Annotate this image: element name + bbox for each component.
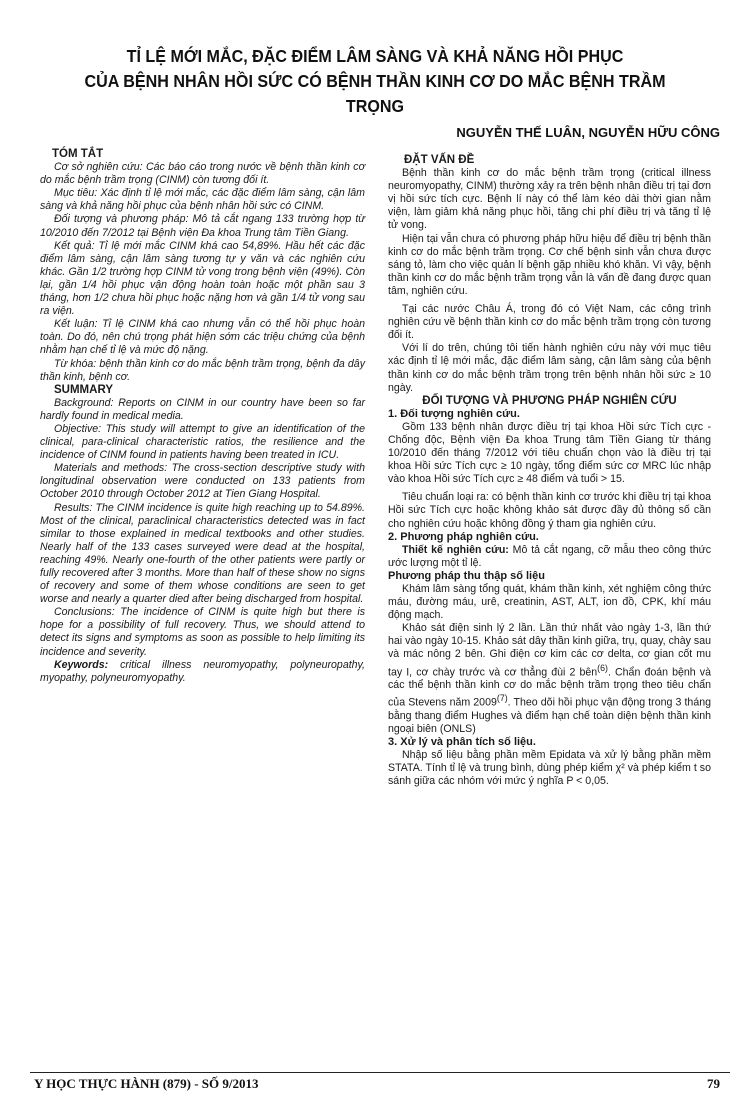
subsection-analysis: 3. Xử lý và phân tích số liệu. (388, 736, 536, 749)
abstract-objective-en: Objective: This study will attempt to give an identification of the clinical, para-clinical characteristic ratios, the resilience and the incidence of CINM found in patients having been treated in ICU. (40, 422, 365, 462)
abstract-background-en: Background: Reports on CINM in our country have been so far hardly found in medical media. (40, 396, 365, 422)
journal-name: Y HỌC THỰC HÀNH (879) - SỐ 9/2013 (34, 1076, 259, 1091)
intro-paragraph-4: Với lí do trên, chúng tôi tiến hành nghiên cứu này với mục tiêu xác định tỉ lệ mới mắc, đặc điểm lâm sàng, cận lâm sàng của bệnh thần kinh cơ do mắc bệnh trầm trọng trên bệnh nhân hồi sức ≥ 10 ngày. (388, 342, 711, 394)
section-introduction-heading: ĐẶT VẤN ĐỀ (404, 154, 475, 166)
abstract-conclusion-vi: Kết luận: Tỉ lệ CINM khá cao nhưng vẫn có thể hồi phục hoàn toàn. Do đó, nên chú trọng phát hiện sớm các triệu chứng của bệnh nhằm hạn chế tỉ lệ và mức độ nặng. (40, 318, 365, 357)
subsection-methods: 2. Phương pháp nghiên cứu. (388, 530, 539, 543)
abstract-methods-en: Materials and methods: The cross-section descriptive study with longitudinal observation were conducted on 133 patients from October 2010 through October 2012 at Tien Giang Hospital. (40, 462, 365, 501)
data-collection-paragraph-1: Khám lâm sàng tổng quát, khám thần kinh, xét nghiệm công thức máu, đường máu, urê, creatinin, AST, ALT, ion đồ, CPK, khí máu động mạch. (388, 583, 711, 622)
abstract-basis: Cơ sở nghiên cứu: Các báo cáo trong nước về bệnh thần kinh cơ do mắc bệnh trầm trọng (CINM) còn tương đối ít. (40, 161, 365, 187)
title-line-2: CỦA BỆNH NHÂN HỒI SỨC CÓ BỆNH THẦN KINH CƠ DO MẮC BỆNH TRẦM TRỌNG (84, 71, 666, 116)
abstract-results-en: Results: The CINM incidence is quite high reaching up to 54.89%. Most of the clinical, paraclinical characteristics detected was in fact similar to those explained in medical textbooks and other studies. Nearly half of the 133 cases surveyed were dead at the hospital, reaching 49%. Nearly one-fourth of the other patients were partly or fully recovered after 3 months. More than half of these show no signs of recovery and some of them whose conditions are seen to get worse and nearly a quarter died after being discharged from hospital. (40, 501, 365, 606)
intro-paragraph-3: Tại các nước Châu Á, trong đó có Việt Nam, các công trình nghiên cứu về bệnh thần kinh cơ do mắc bệnh trầm trọng còn tương đối ít. (388, 303, 711, 342)
abstract-keywords-vi: Từ khóa: bệnh thần kinh cơ do mắc bệnh trầm trọng, bệnh đa dây thần kinh, bệnh cơ. (40, 357, 365, 383)
abstract-conclusions-en: Conclusions: The incidence of CINM is quite high but there is hope for a possibility of full recovery. Thus, we should attend to detect its signs and symptoms as soon as possible to help limiting its incidence and severity. (40, 606, 365, 658)
design-paragraph: Thiết kế nghiên cứu: Mô tả cắt ngang, cỡ mẫu theo công thức ước lượng một tỉ lệ. (388, 543, 711, 569)
intro-paragraph-1: Bệnh thần kinh cơ do mắc bệnh trầm trọng (critical illness neuromyopathy, CINM) thường xảy ra trên bệnh nhân điều trị tại đơn vị hồi sức tích cực. Bệnh lí này có thể làm kéo dài thời gian nằm viện, làm giảm khả năng phục hồi, tăng chi phí điều trị và tăng tỉ lệ tử vong. (388, 167, 711, 232)
subsection-data-collection: Phương pháp thu thập số liệu (388, 569, 545, 582)
intro-paragraph-2: Hiện tại vẫn chưa có phương pháp hữu hiệu để điều trị bệnh thần kinh cơ do mắc bệnh trầm trọng. Cơ chế bệnh sinh vẫn chưa được sáng tỏ, làm cho việc quản lí bệnh gặp nhiều khó khăn. Vì vậy, bệnh thần kinh cơ do mắc bệnh trầm trọng vẫn là vấn đề đang được quan tâm, nghiên cứu. (388, 232, 711, 297)
page-number: 79 (707, 1076, 720, 1091)
data-collection-paragraph-2: Khảo sát điện sinh lý 2 lần. Lần thứ nhất vào ngày 1-3, lần thứ hai vào ngày 10-15. Khảo sát dây thần kinh giữa, trụ, quay, chày sau và mác nông 2 bên. Ghi điện cơ kim các cơ delta, cơ gian cốt mu tay I, cơ chày trước và cơ thẳng đùi 2 bên$^{(6)}$. Chẩn đoán bệnh và các thể bệnh thần kinh cơ do mắc bệnh trầm trọng theo tiêu chẩn của Stevens năm 2009$^{(7)}$. Theo dõi hồi phục vận động trong 3 tháng bằng thang điểm Hughes và điểm hạn chế toàn diện bệnh thần kinh ngoại biên (ONLS) (388, 622, 711, 735)
left-column (40, 148, 365, 685)
footer-divider (30, 1072, 730, 1073)
abstract-keywords-en: Keywords: critical illness neuromyopathy, polyneuropathy, myopathy, polyneuromyopathy. (40, 658, 365, 684)
subsection-subjects: 1. Đối tượng nghiên cứu. (388, 407, 520, 420)
abstract-heading-vi: TÓM TẮT (52, 148, 104, 160)
abstract-heading-en: SUMMARY (54, 383, 113, 396)
title-line-1: TỈ LỆ MỚI MẮC, ĐẶC ĐIỂM LÂM SÀNG VÀ KHẢ NĂNG HỒI PHỤC (126, 46, 624, 66)
abstract-methods-vi: Đối tượng và phương pháp: Mô tả cắt ngang 133 trường hợp từ 10/2010 đến 7/2012 tại Bệnh viện Đa khoa Trung tâm Tiền Giang. (40, 213, 365, 239)
abstract-objective-vi: Mục tiêu: Xác định tỉ lệ mới mắc, các đặc điểm lâm sàng, cận lâm sàng và khả năng hồi phục của bệnh nhân hồi sức có CINM. (40, 187, 365, 213)
section-methods-heading: ĐỐI TƯỢNG VÀ PHƯƠNG PHÁP NGHIÊN CỨU (422, 394, 677, 407)
subjects-paragraph-1: Gồm 133 bệnh nhân được điều trị tại khoa Hồi sức Tích cực - Chống độc, Bệnh viện Đa khoa Trung tâm Tiền Giang từ tháng 10/2010 đến tháng 7/2012 với tiêu chuẩn chọn vào là điều trị tại khoa Hồi sức Tích cực ≥ 10 ngày, tổng điểm sức cơ MRC lúc nhập vào khoa Hồi sức Tích cực ≥ 48 điểm và tuổi > 15. (388, 420, 711, 486)
article-title (67, 44, 683, 119)
abstract-results-vi: Kết quả: Tỉ lệ mới mắc CINM khá cao 54,89%. Hầu hết các đặc điểm lâm sàng, cận lâm sàng tương tự y văn và các nghiên cứu khác. Gần 1/2 trường hợp CINM tử vong trong bệnh viện (49%). Còn lại, gần 1/4 hồi phục vận động hoàn toàn hoặc một phần sau 3 tháng, hơn 1/2 chưa hồi phục hoặc nặng hơn và gần 1/4 tử vong sau ra viện. (40, 239, 365, 318)
right-column (388, 148, 711, 788)
analysis-paragraph: Nhập số liệu bằng phần mềm Epidata và xử lý bằng phần mềm STATA. Tính tỉ lệ và trung bình, dùng phép kiểm χ² và phép kiểm t so sánh giữa các nhóm với mức ý nghĩa P < 0,05. (388, 749, 711, 788)
subjects-paragraph-2: Tiêu chuẩn loại ra: có bệnh thần kinh cơ trước khi điều trị tại khoa Hồi sức Tích cực hoặc không khảo sát được đầy đủ thông số cần cho nghiên cứu hoặc không đồng ý tham gia nghiên cứu. (388, 491, 711, 530)
authors: NGUYỄN THẾ LUÂN, NGUYỄN HỮU CÔNG (456, 125, 720, 140)
